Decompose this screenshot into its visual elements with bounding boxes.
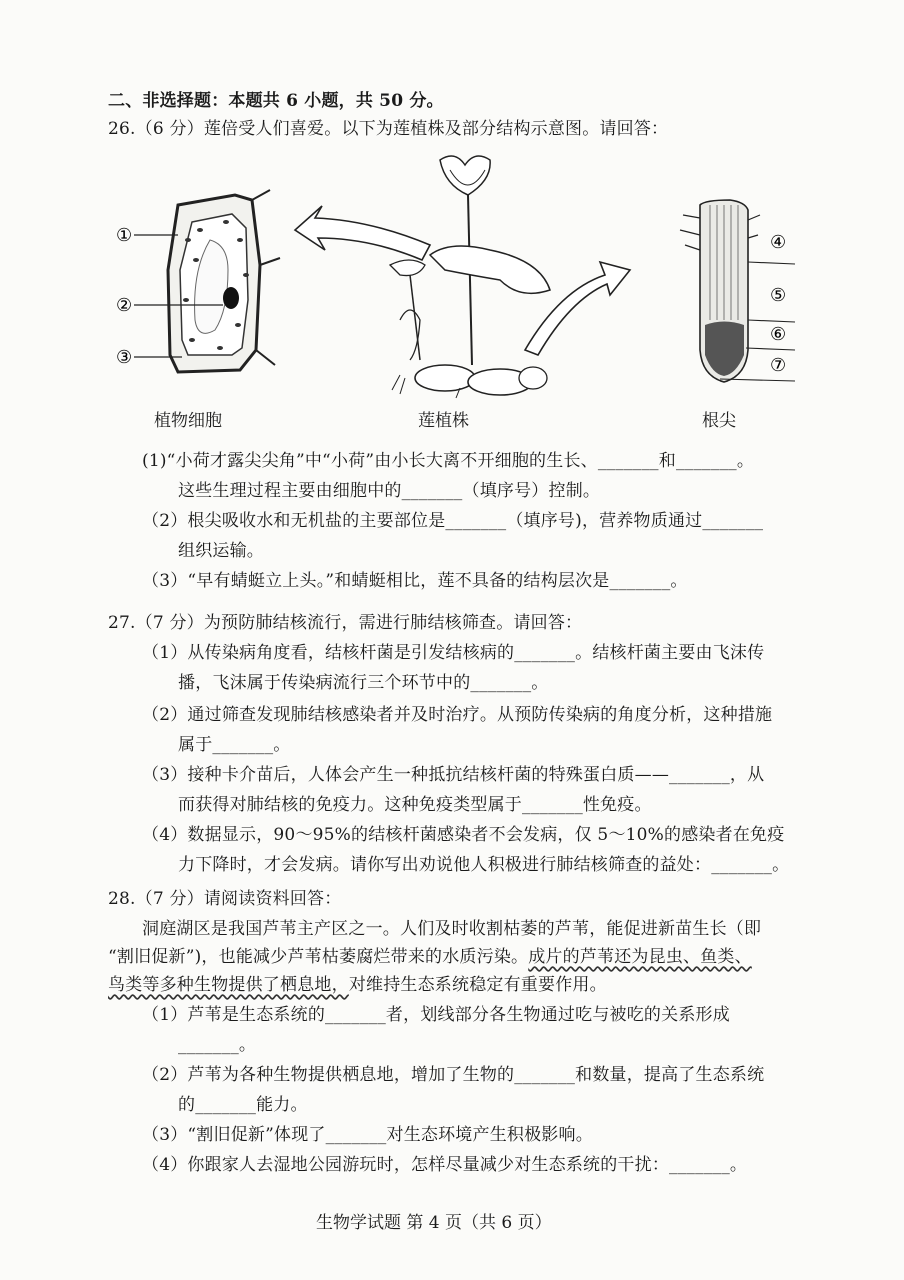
q28-line-2: _______。 bbox=[178, 1035, 257, 1055]
q28-material-3b: 对维持生态系统稳定有重要作用。 bbox=[348, 975, 607, 995]
marker-4: ④ bbox=[770, 232, 787, 253]
marker-6: ⑥ bbox=[770, 324, 787, 345]
q28-underlined-text-1: 成片的芦苇还为昆虫、鱼类、 bbox=[528, 947, 752, 967]
plant-cell-diagram bbox=[134, 190, 280, 372]
q28-material-3 bbox=[108, 974, 607, 996]
q27-line-2: 播，飞沫属于传染病流行三个环节中的_______。 bbox=[178, 673, 549, 693]
marker-5: ⑤ bbox=[770, 285, 787, 306]
q26-line-3: （2）根尖吸收水和无机盐的主要部位是_______（填序号)，营养物质通过_______ bbox=[142, 511, 764, 531]
q28-line-5: （3）“割旧促新”体现了_______对生态环境产生积极影响。 bbox=[142, 1125, 593, 1145]
q27-line-1: （1）从传染病角度看，结核杆菌是引发结核病的_______。结核杆菌主要由飞沫传 bbox=[142, 643, 765, 663]
marker-3: ③ bbox=[116, 347, 133, 368]
q27-intro: 27.（7 分）为预防肺结核流行，需进行肺结核筛查。请回答： bbox=[108, 613, 583, 633]
label-plant-cell: 植物细胞 bbox=[154, 411, 222, 431]
q28-line-4: 的_______能力。 bbox=[178, 1095, 308, 1115]
page-footer: 生物学试题 第 4 页（共 6 页） bbox=[316, 1213, 552, 1233]
lotus-plant-diagram bbox=[390, 156, 550, 398]
q28-material-1: 洞庭湖区是我国芦苇主产区之一。人们及时收割枯萎的芦苇，能促进新苗生长（即 bbox=[142, 919, 762, 939]
q28-line-6: （4）你跟家人去湿地公园游玩时，怎样尽量减少对生态系统的干扰：_______。 bbox=[142, 1155, 748, 1175]
q27-line-4: 属于_______。 bbox=[178, 735, 291, 755]
label-lotus-plant: 莲植株 bbox=[418, 411, 469, 431]
arrow-to-cell-icon bbox=[295, 206, 430, 260]
q26-line-1: (1)“小荷才露尖尖角”中“小荷”由小长大离不开细胞的生长、_______和_______。 bbox=[142, 451, 755, 471]
marker-7: ⑦ bbox=[770, 355, 787, 376]
q28-material-2 bbox=[108, 946, 752, 968]
q27-line-6: 而获得对肺结核的免疫力。这种免疫类型属于_______性免疫。 bbox=[178, 795, 652, 815]
q26-line-2: 这些生理过程主要由细胞中的_______（填序号）控制。 bbox=[178, 481, 601, 501]
q26-figure bbox=[100, 150, 820, 400]
q26-intro: 26.（6 分）莲倍受人们喜爱。以下为莲植株及部分结构示意图。请回答： bbox=[108, 119, 669, 139]
q26-line-5: （3）“早有蜻蜓立上头。”和蜻蜓相比，莲不具备的结构层次是_______。 bbox=[142, 571, 688, 591]
q28-intro: 28.（7 分）请阅读资料回答： bbox=[108, 889, 342, 909]
q27-line-3: （2）通过筛查发现肺结核感染者并及时治疗。从预防传染病的角度分析，这种措施 bbox=[142, 705, 773, 725]
label-root-tip: 根尖 bbox=[702, 411, 736, 431]
section-header: 二、非选择题：本题共 6 小题，共 50 分。 bbox=[108, 91, 444, 111]
q28-underlined-text-2: 鸟类等多种生物提供了栖息地， bbox=[108, 975, 349, 995]
marker-2: ② bbox=[116, 295, 133, 316]
q27-line-8: 力下降时，才会发病。请你写出劝说他人积极进行肺结核筛查的益处：_______。 bbox=[178, 855, 790, 875]
q28-material-2a: “割旧促新”)，也能减少芦苇枯萎腐烂带来的水质污染。 bbox=[108, 947, 529, 967]
q28-line-3: （2）芦苇为各种生物提供栖息地，增加了生物的_______和数量，提高了生态系统 bbox=[142, 1065, 765, 1085]
marker-1: ① bbox=[116, 225, 133, 246]
q26-line-4: 组织运输。 bbox=[178, 541, 264, 561]
q27-line-7: （4）数据显示，90～95%的结核杆菌感染者不会发病，仅 5～10%的感染者在免疫 bbox=[142, 825, 785, 845]
q28-line-1: （1）芦苇是生态系统的_______者，划线部分各生物通过吃与被吃的关系形成 bbox=[142, 1005, 730, 1025]
q27-line-5: （3）接种卡介苗后，人体会产生一种抵抗结核杆菌的特殊蛋白质——_______，从 bbox=[142, 765, 765, 785]
